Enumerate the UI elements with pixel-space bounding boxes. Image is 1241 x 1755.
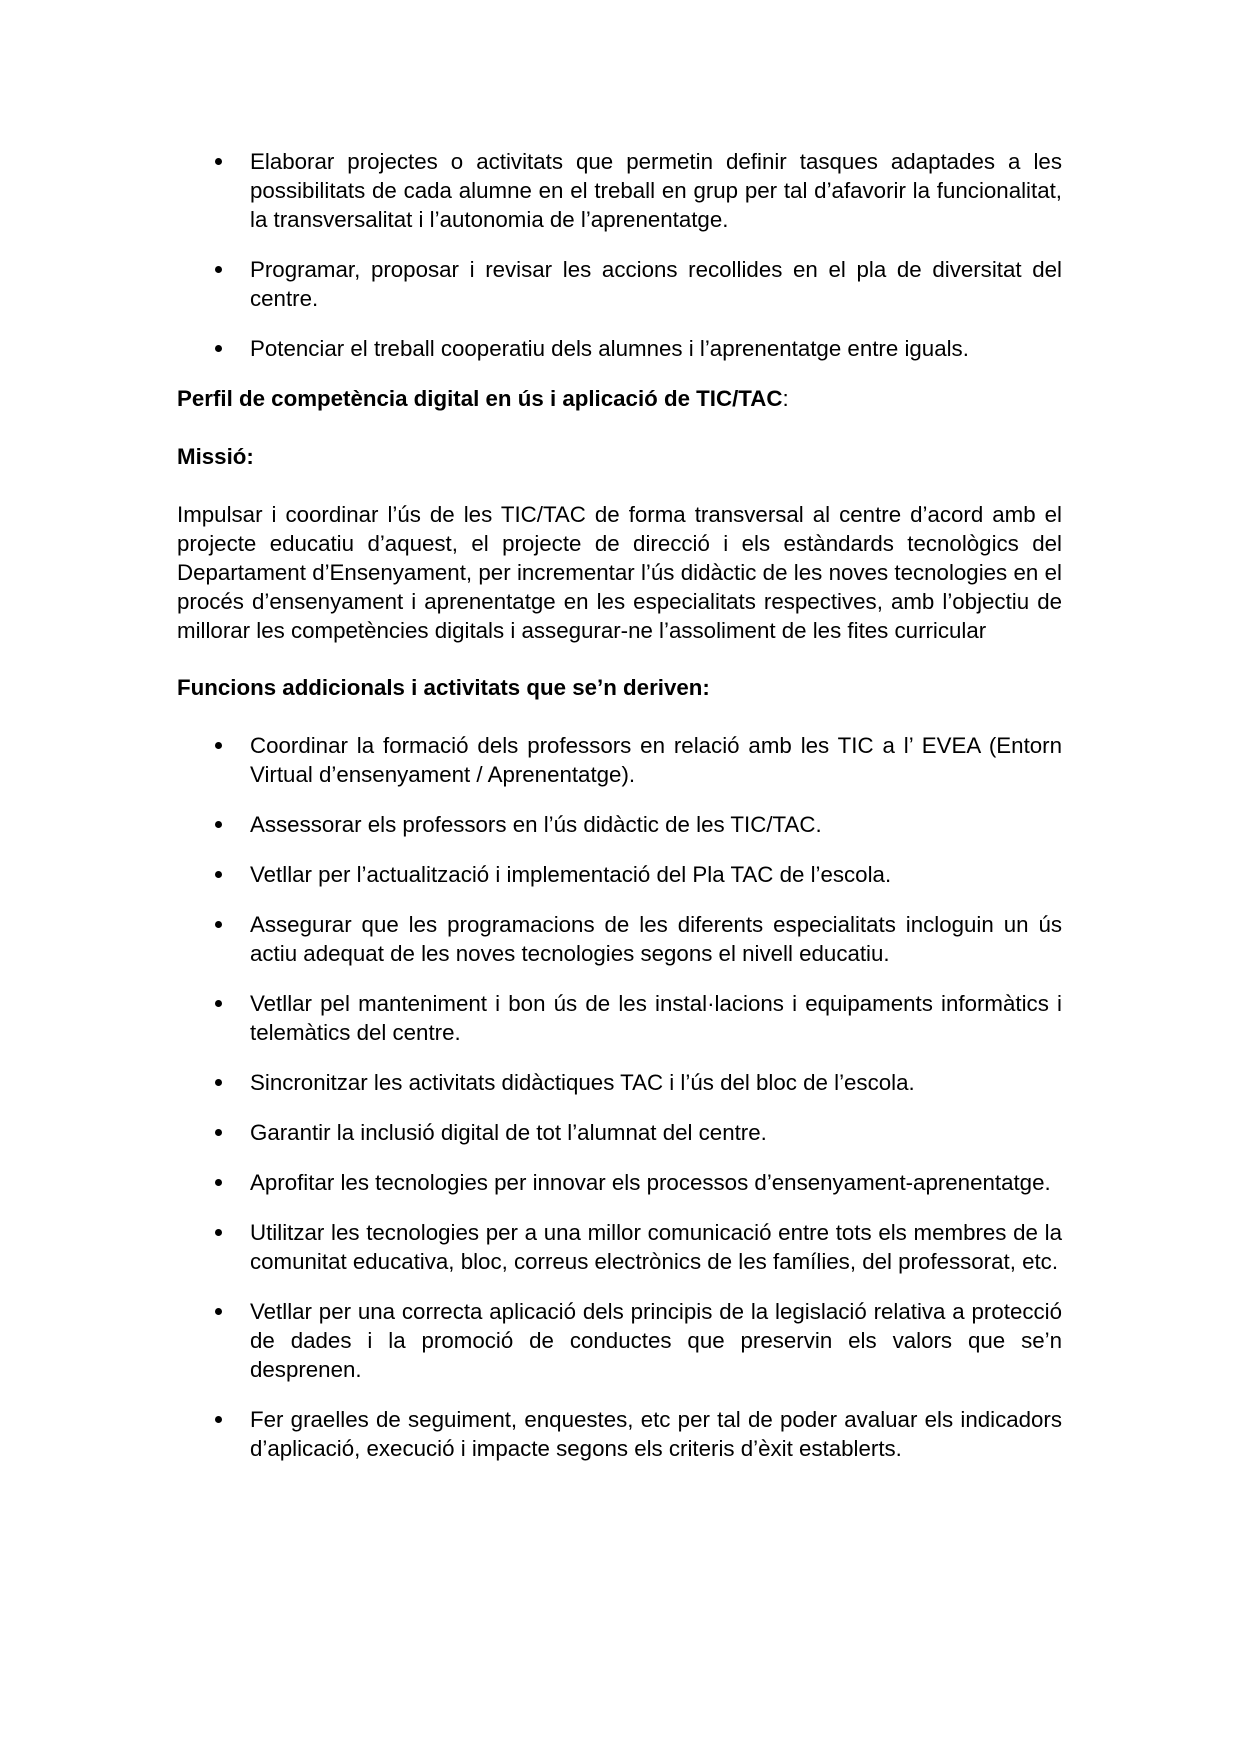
list-item-text: Fer graelles de seguiment, enquestes, etc per tal de poder avaluar els indicadors d’aplicació, execució i impacte segons els criteris d’èxit establerts.	[250, 1407, 1062, 1461]
bullet-icon	[215, 921, 222, 928]
bullet-icon	[215, 1308, 222, 1315]
list-item	[177, 1218, 1062, 1276]
list-item	[177, 1405, 1062, 1463]
mission-paragraph: Impulsar i coordinar l’ús de les TIC/TAC de forma transversal al centre d’acord amb el projecte educatiu d’aquest, el projecte de direcció i els estàndards tecnològics del Departament d’Ensenyament, per incrementar l’ús didàctic de les noves tecnologies en el procés d’ensenyament i aprenentatge en les especialitats respectives, amb l’objectiu de millorar les competències digitals i assegurar-ne l’assoliment de les fites curricular	[177, 502, 1062, 643]
list-item	[177, 1118, 1062, 1147]
list-item	[177, 989, 1062, 1047]
document-page	[177, 147, 1062, 1484]
list-item-text: Aprofitar les tecnologies per innovar els processos d’ensenyament-aprenentatge.	[250, 1170, 1051, 1195]
list-item	[177, 731, 1062, 789]
list-item-text: Utilitzar les tecnologies per a una millor comunicació entre tots els membres de la comunitat educativa, bloc, correus electrònics de les famílies, del professorat, etc.	[250, 1220, 1062, 1274]
list-item	[177, 1297, 1062, 1384]
bullet-icon	[215, 1229, 222, 1236]
list-item	[177, 1068, 1062, 1097]
list-item-text: Potenciar el treball cooperatiu dels alumnes i l’aprenentatge entre iguals.	[250, 336, 969, 361]
bullet-icon	[215, 1129, 222, 1136]
list-item-text: Vetllar per l’actualització i implementació del Pla TAC de l’escola.	[250, 862, 892, 887]
bullet-icon	[215, 821, 222, 828]
list-item	[177, 910, 1062, 968]
list-item	[177, 147, 1062, 234]
functions-heading: Funcions addicionals i activitats que se’n deriven:	[177, 675, 710, 700]
bullet-icon	[215, 871, 222, 878]
bullet-icon	[215, 345, 222, 352]
list-item-text: Elaborar projectes o activitats que permetin definir tasques adaptades a les possibilitats de cada alumne en el treball en grup per tal d’afavorir la funcionalitat, la transversalitat i l’autonomia de l’aprenentatge.	[250, 149, 1062, 232]
profile-heading-text: Perfil de competència digital en ús i aplicació de TIC/TAC	[177, 386, 783, 411]
list-item	[177, 810, 1062, 839]
bullet-icon	[215, 1416, 222, 1423]
list-item-text: Programar, proposar i revisar les accions recollides en el pla de diversitat del centre.	[250, 257, 1062, 311]
list-item-text: Assegurar que les programacions de les diferents especialitats incloguin un ús actiu adequat de les noves tecnologies segons el nivell educatiu.	[250, 912, 1062, 966]
bullet-icon	[215, 266, 222, 273]
mission-heading: Missió:	[177, 444, 254, 469]
functions-bullet-list	[177, 731, 1062, 1463]
list-item	[177, 334, 1062, 363]
profile-heading	[177, 384, 1062, 413]
list-item-text: Vetllar pel manteniment i bon ús de les instal·lacions i equipaments informàtics i telemàtics del centre.	[250, 991, 1062, 1045]
profile-heading-colon: :	[782, 386, 789, 411]
top-bullet-list	[177, 147, 1062, 363]
list-item-text: Assessorar els professors en l’ús didàctic de les TIC/TAC.	[250, 812, 822, 837]
list-item	[177, 255, 1062, 313]
list-item-text: Vetllar per una correcta aplicació dels principis de la legislació relativa a protecció de dades i la promoció de conductes que preservin els valors que se’n desprenen.	[250, 1299, 1062, 1382]
list-item-text: Sincronitzar les activitats didàctiques TAC i l’ús del bloc de l’escola.	[250, 1070, 915, 1095]
bullet-icon	[215, 1000, 222, 1007]
bullet-icon	[215, 1079, 222, 1086]
list-item	[177, 1168, 1062, 1197]
bullet-icon	[215, 1179, 222, 1186]
list-item	[177, 860, 1062, 889]
bullet-icon	[215, 158, 222, 165]
list-item-text: Coordinar la formació dels professors en relació amb les TIC a l’ EVEA (Entorn Virtual d’ensenyament / Aprenentatge).	[250, 733, 1062, 787]
list-item-text: Garantir la inclusió digital de tot l’alumnat del centre.	[250, 1120, 767, 1145]
bullet-icon	[215, 742, 222, 749]
